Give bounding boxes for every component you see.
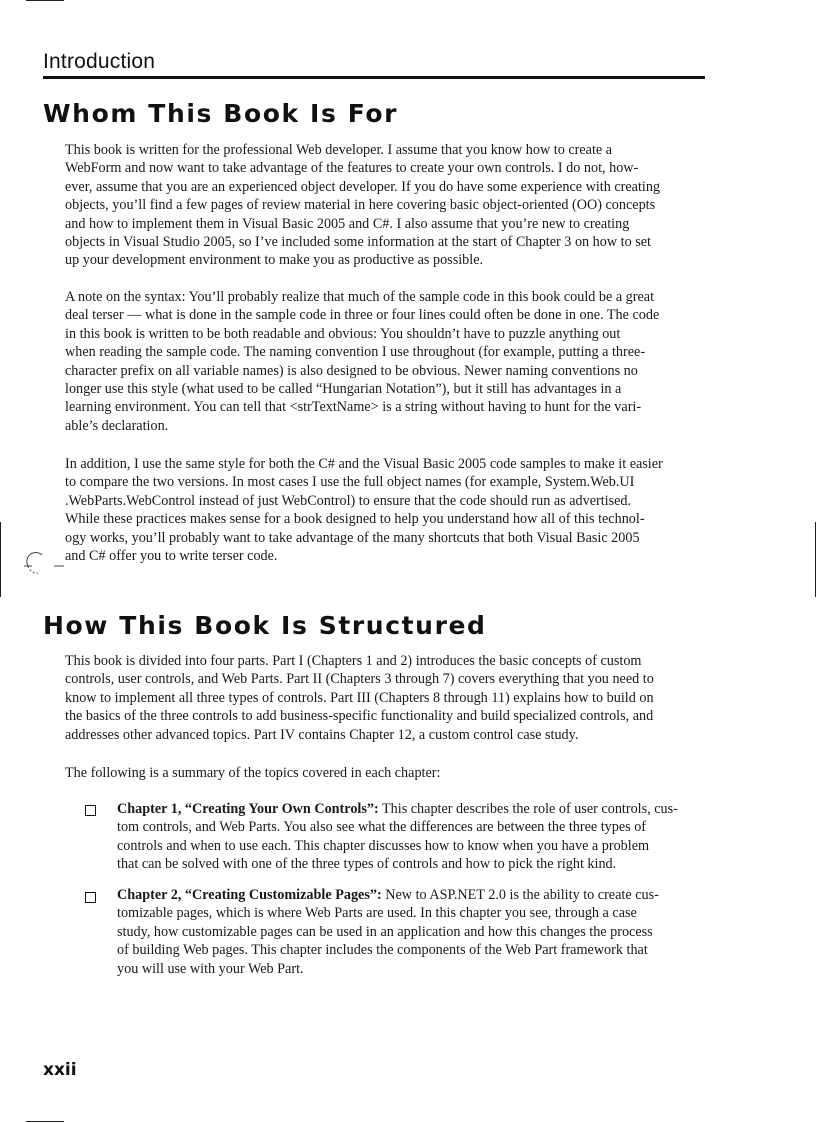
text-line: and how to implement them in Visual Basic 2005 and C#. I also assume that you’re new to creating (65, 215, 630, 232)
text-line: in this book is written to be both readable and obvious: You shouldn’t have to puzzle anything out (65, 325, 621, 342)
paragraph (65, 455, 715, 565)
crop-mark-top (26, 0, 64, 1)
text-line: objects in Visual Studio 2005, so I’ve included some information at the start of Chapter 3 on how to set (65, 234, 651, 251)
text-line: While these practices makes sense for a book designed to help you understand how all of this technol- (65, 511, 645, 528)
section-title-whom: Whom This Book Is For (43, 99, 399, 128)
text-line (117, 800, 717, 818)
text-line: .WebParts.WebControl instead of just WebControl) to ensure that the code should run as advertised. (65, 492, 632, 509)
text-line: tom controls, and Web Parts. You also see what the differences are between the three types of (117, 819, 647, 836)
checkbox-bullet-icon (85, 892, 96, 903)
text-line: The following is a summary of the topics covered in each chapter: (65, 765, 441, 781)
text-line: This book is written for the professional Web developer. I assume that you know how to create a (65, 142, 613, 158)
paragraph (65, 652, 715, 744)
text-line: ogy works, you’ll probably want to take advantage of the many shortcuts that both Visual Basic 2005 (65, 529, 640, 546)
text-line: character prefix on all variable names) is also designed to be obvious. Newer naming conventions no (65, 362, 638, 379)
text-line: study, how customizable pages can be used in an application and how this changes the process (117, 923, 653, 940)
bullet-title: Chapter 1, “Creating Your Own Controls”: (117, 801, 379, 817)
text-line: you will use with your Web Part. (117, 960, 304, 977)
list-item (117, 800, 717, 874)
text-line: longer use this style (what used to be called “Hungarian Notation”), but it still has advantages in a (65, 381, 622, 398)
bullet-text: New to ASP.NET 2.0 is the ability to create cus- (381, 887, 659, 903)
checkbox-bullet-icon (85, 805, 96, 816)
text-line: tomizable pages, which is where Web Parts are used. In this chapter you see, through a case (117, 905, 637, 922)
text-line: In addition, I use the same style for both the C# and the Visual Basic 2005 code samples to make it easier (65, 456, 663, 472)
page-number: xxii (43, 1060, 77, 1080)
text-line: ever, assume that you are an experienced object developer. If you do have some experience with creating (65, 178, 661, 195)
crop-mark-left (0, 522, 1, 597)
text-line: controls, user controls, and Web Parts. Part II (Chapters 3 through 7) covers everything that you need to (65, 671, 654, 688)
text-line: addresses other advanced topics. Part IV contains Chapter 12, a custom control case study. (65, 726, 579, 743)
text-line: of building Web pages. This chapter includes the components of the Web Part framework that (117, 942, 648, 959)
paragraph (65, 288, 715, 435)
text-line: know to implement all three types of controls. Part III (Chapters 8 through 11) explains how to build on (65, 689, 654, 706)
text-line: up your development environment to make you as productive as possible. (65, 252, 484, 269)
crop-mark-bottom (26, 1121, 64, 1122)
text-line: that can be solved with one of the three types of controls and how to pick the right kind. (117, 856, 617, 873)
text-line: deal terser — what is done in the sample code in three or four lines could often be done in one. The code (65, 307, 660, 324)
bullet-text: This chapter describes the role of user controls, cus- (378, 801, 678, 817)
running-head: Introduction (43, 50, 705, 79)
section-title-structure: How This Book Is Structured (43, 611, 487, 640)
text-line: objects, you’ll find a few pages of review material in here covering basic object-oriented (OO) concepts (65, 197, 656, 214)
registration-mark-icon (24, 552, 64, 576)
paragraph (65, 764, 715, 782)
text-line: to compare the two versions. In most cases I use the full object names (for example, System.Web.UI (65, 474, 635, 491)
text-line: the basics of the three controls to add business-specific functionality and build specialized controls, and (65, 708, 654, 725)
text-line: WebForm and now want to take advantage of the features to create your own controls. I do not, how- (65, 160, 639, 177)
text-line: able’s declaration. (65, 417, 169, 434)
text-line: when reading the sample code. The naming convention I use throughout (for example, putting a three- (65, 344, 646, 361)
paragraph (65, 141, 715, 270)
list-item (117, 886, 717, 978)
text-line: and C# offer you to write terser code. (65, 548, 278, 565)
text-line: A note on the syntax: You’ll probably realize that much of the sample code in this book could be a great (65, 289, 655, 305)
bullet-title: Chapter 2, “Creating Customizable Pages”: (117, 887, 382, 903)
text-line (117, 886, 717, 904)
text-line: learning environment. You can tell that <strTextName> is a string without having to hunt for the vari- (65, 399, 642, 416)
text-line: This book is divided into four parts. Part I (Chapters 1 and 2) introduces the basic concepts of custom (65, 653, 642, 669)
text-line: controls and when to use each. This chapter discusses how to know when you have a problem (117, 837, 650, 854)
